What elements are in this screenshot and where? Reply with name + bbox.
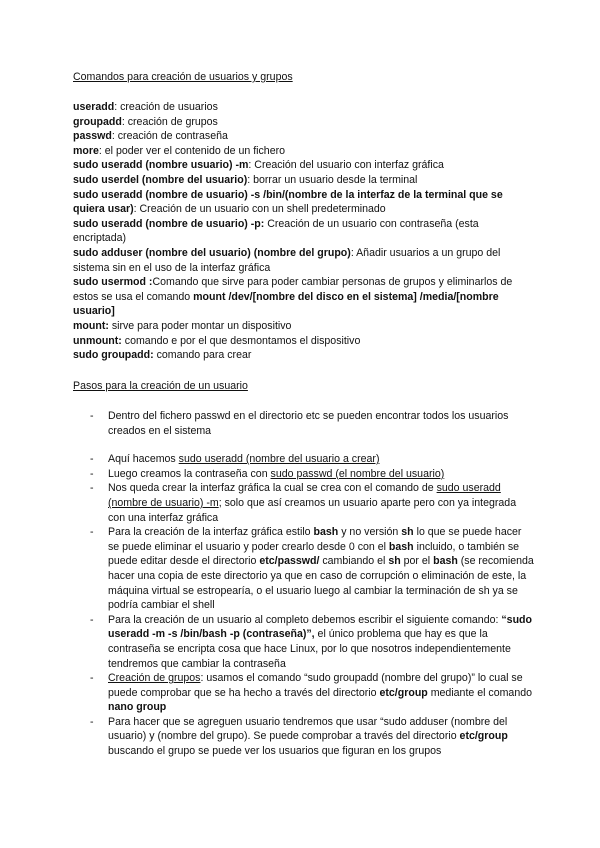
def-useradd-s xyxy=(73,188,533,217)
def-groupadd-sudo xyxy=(73,348,533,363)
list-item: - Luego creamos la contraseña con sudo passwd (el nombre del usuario) xyxy=(90,467,445,480)
def-useradd xyxy=(73,100,533,115)
term: sudo useradd (nombre de usuario) -s /bin/(nombre de la interfaz de la terminal que se quiera usar) xyxy=(73,188,503,216)
term: sudo usermod : xyxy=(73,276,153,289)
list-item: - Para la creación de un usuario al completo debemos escribir el siguiente comando: “sudo useradd -m -s /bin/bash -p (contraseña)”, el único problema que hay es que la contraseña se encripta cosa que hace Linux, por lo que nosotros independientemente tendremos que cambiar la contraseña xyxy=(90,613,532,670)
heading-steps: Pasos para la creación de un usuario xyxy=(73,380,248,392)
list-item: - Nos queda crear la interfaz gráfica la cual se crea con el comando de sudo useradd (nombre de usuario) -m; solo que así creamos un usuario aparte pero con ya integrada con una interfaz gráfica xyxy=(90,482,517,524)
list-item: - Para la creación de la interfaz gráfica estilo bash y no versión sh lo que se puede hacer se puede eliminar el usuario y poder crearlo desde 0 con el bash incluido, o también se puede editar desde el directorio etc/passwd/ cambiando el sh por el bash (se recomienda hacer una copia de este directorio ya que en caso de corrupción o eliminación de este, la máquina virtual se estropearía, o el usuario luego al cambiar la terminación de sh ya se podría cambiar el shell xyxy=(90,526,534,612)
bullet-dash: - xyxy=(90,715,94,728)
bullet-dash: - xyxy=(90,467,94,480)
term: more xyxy=(73,144,99,157)
bullet-dash: - xyxy=(90,410,94,422)
bullet-dash: - xyxy=(90,482,94,495)
desc: : el poder ver el contenido de un fichero xyxy=(98,144,286,157)
term: unmount: xyxy=(73,334,122,347)
term: sudo useradd (nombre de usuario) -p: xyxy=(73,217,265,230)
def-userdel xyxy=(73,173,533,188)
list-item: - Dentro del fichero passwd en el directorio etc se pueden encontrar todos los usuarios creados en el sistema xyxy=(90,410,509,437)
list-item: - Aquí hacemos sudo useradd (nombre del usuario a crear) xyxy=(90,453,380,466)
desc: Comando que sirve para poder cambiar personas de grupos y eliminarlos de estos se usa el comando xyxy=(73,276,513,303)
desc: comando para crear xyxy=(153,349,252,362)
term: sudo adduser (nombre del usuario) (nombre del grupo) xyxy=(73,246,351,259)
desc: : creación de contraseña xyxy=(111,130,228,143)
term: groupadd xyxy=(73,115,122,128)
steps-list xyxy=(90,409,534,759)
def-useradd-p xyxy=(73,217,533,246)
bullet-dash: - xyxy=(90,453,94,466)
def-more xyxy=(73,144,533,159)
list-item: - Creación de grupos: usamos el comando “sudo groupadd (nombre del grupo)” lo cual se puede comprobar que se ha hecho a través del directorio etc/group mediante el comando nano group xyxy=(90,672,533,714)
def-passwd xyxy=(73,129,533,144)
desc: Creación de un usuario con contraseña (esta encriptada) xyxy=(73,217,479,245)
list-item: - Para hacer que se agreguen usuario tendremos que usar “sudo adduser (nombre del usuario) y (nombre del grupo). Se puede comprobar a través del directorio etc/group buscando el grupo se puede ver los usuarios que figuran en los grupos xyxy=(90,715,508,758)
term: passwd xyxy=(73,130,112,143)
term: mount: xyxy=(73,319,109,332)
def-groupadd xyxy=(73,115,533,130)
bullet-dash: - xyxy=(90,526,94,539)
def-usermod xyxy=(73,275,533,319)
def-unmount xyxy=(73,334,533,349)
term-mount-command: mount /dev/[nombre del disco en el sistema] /media/[nombre usuario] xyxy=(73,290,499,318)
desc: : creación de usuarios xyxy=(114,101,218,113)
term: sudo userdel (nombre del usuario) xyxy=(73,173,248,186)
desc: sirve para poder montar un dispositivo xyxy=(108,319,292,332)
term: sudo useradd (nombre usuario) -m xyxy=(73,159,249,172)
heading-commands: Comandos para creación de usuarios y grupos xyxy=(73,71,293,83)
desc: : Creación del usuario con interfaz gráfica xyxy=(248,159,444,172)
desc: comando e por el que desmontamos el dispositivo xyxy=(121,334,361,347)
def-mount xyxy=(73,319,533,334)
desc: : Añadir usuarios a un grupo del sistema sin en el uso de la interfaz gráfica xyxy=(73,246,501,274)
desc: : borrar un usuario desde la terminal xyxy=(247,173,418,186)
term: useradd xyxy=(73,101,115,113)
def-adduser xyxy=(73,246,533,275)
bullet-dash: - xyxy=(90,672,94,685)
desc: : creación de grupos xyxy=(121,115,218,128)
term: sudo groupadd: xyxy=(73,349,154,362)
command-definitions xyxy=(73,100,533,363)
bullet-dash: - xyxy=(90,613,94,626)
def-useradd-m xyxy=(73,158,533,173)
desc: : Creación de un usuario con un shell predeterminado xyxy=(133,203,386,216)
